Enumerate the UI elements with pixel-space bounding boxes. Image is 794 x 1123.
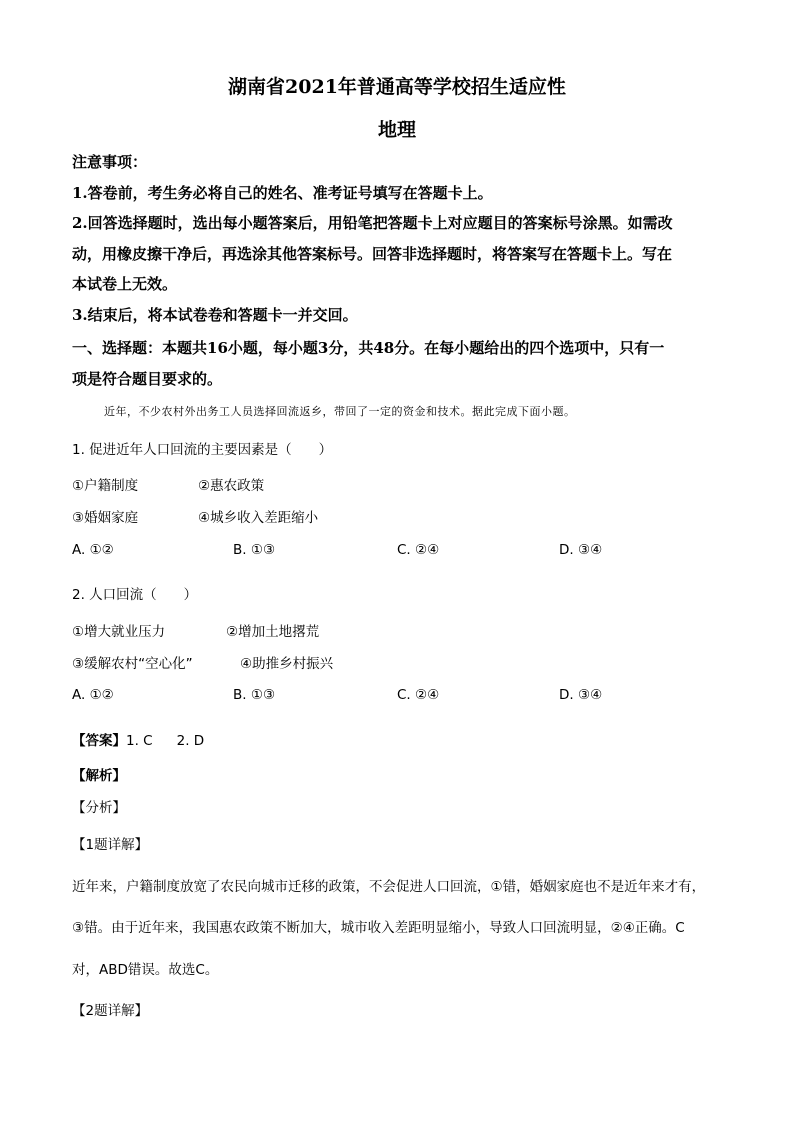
page-title: 湖南省2021年普通高等学校招生适应性 [228, 76, 566, 98]
question-2-stem: 2. 人口回流（ ） [72, 587, 198, 603]
notice-item-3: 3.结束后，将本试卷卷和答题卡一并交回。 [72, 306, 358, 324]
answer-tag: 【答案】 [72, 733, 126, 749]
analysis-tag: 【解析】 [72, 768, 126, 784]
answer-2: 2. D [176, 733, 205, 749]
notice-heading: 注意事项： [72, 153, 148, 171]
detail-1-line-3: 对，ABD错误。故选C。 [72, 962, 219, 978]
section-heading-line-1: 一、选择题：本题共16小题，每小题3分，共48分。在每小题给出的四个选项中，只有一 [72, 339, 665, 357]
section-heading-line-2: 项是符合题目要求的。 [72, 370, 223, 388]
q2-option-b: B. ①③ [233, 687, 276, 703]
q2-option-a: A. ①② [72, 687, 114, 703]
detail-1-tag: 【1题详解】 [72, 837, 149, 853]
q2-option-c: C. ②④ [397, 687, 440, 703]
q2-item-2: ②增加土地撂荒 [226, 624, 320, 640]
detail-1-line-2: ③错。由于近年来，我国惠农政策不断加大，城市收入差距明显缩小，导致人口回流明显，②④正确。C [72, 920, 685, 936]
question-1-stem: 1. 促进近年人口回流的主要因素是（ ） [72, 442, 333, 458]
detail-1-line-1: 近年来，户籍制度放宽了农民向城市迁移的政策，不会促进人口回流，①错，婚姻家庭也不是近年来才有， [72, 879, 706, 895]
q1-item-4: ④城乡收入差距缩小 [198, 510, 319, 526]
q2-item-3: ③缓解农村“空心化” [72, 656, 193, 672]
fenxi-tag: 【分析】 [72, 800, 126, 816]
notice-item-2-line-1: 2.回答选择题时，选出每小题答案后，用铅笔把答题卡上对应题目的答案标号涂黑。如需改 [72, 214, 673, 232]
subject-title: 地理 [377, 119, 416, 141]
notice-item-2-line-2: 动，用橡皮擦干净后，再选涂其他答案标号。回答非选择题时，将答案写在答题卡上。写在 [72, 245, 673, 263]
q1-item-1: ①户籍制度 [72, 478, 139, 494]
answer-1: 1. C [126, 733, 153, 749]
question-intro: 近年，不少农村外出务工人员选择回流返乡，带回了一定的资金和技术。据此完成下面小题。 [104, 405, 576, 418]
q2-item-1: ①增大就业压力 [72, 624, 166, 640]
q1-option-c: C. ②④ [397, 542, 440, 558]
answer-line [72, 729, 204, 749]
notice-item-2-line-3: 本试卷上无效。 [72, 275, 178, 293]
q2-item-4: ④助推乡村振兴 [240, 656, 334, 672]
q1-option-a: A. ①② [72, 542, 114, 558]
q1-option-d: D. ③④ [559, 542, 603, 558]
q1-item-3: ③婚姻家庭 [72, 510, 139, 526]
q1-option-b: B. ①③ [233, 542, 276, 558]
detail-2-tag: 【2题详解】 [72, 1003, 149, 1019]
notice-item-1: 1.答卷前，考生务必将自己的姓名、准考证号填写在答题卡上。 [72, 184, 493, 202]
q2-option-d: D. ③④ [559, 687, 603, 703]
q1-item-2: ②惠农政策 [198, 478, 265, 494]
